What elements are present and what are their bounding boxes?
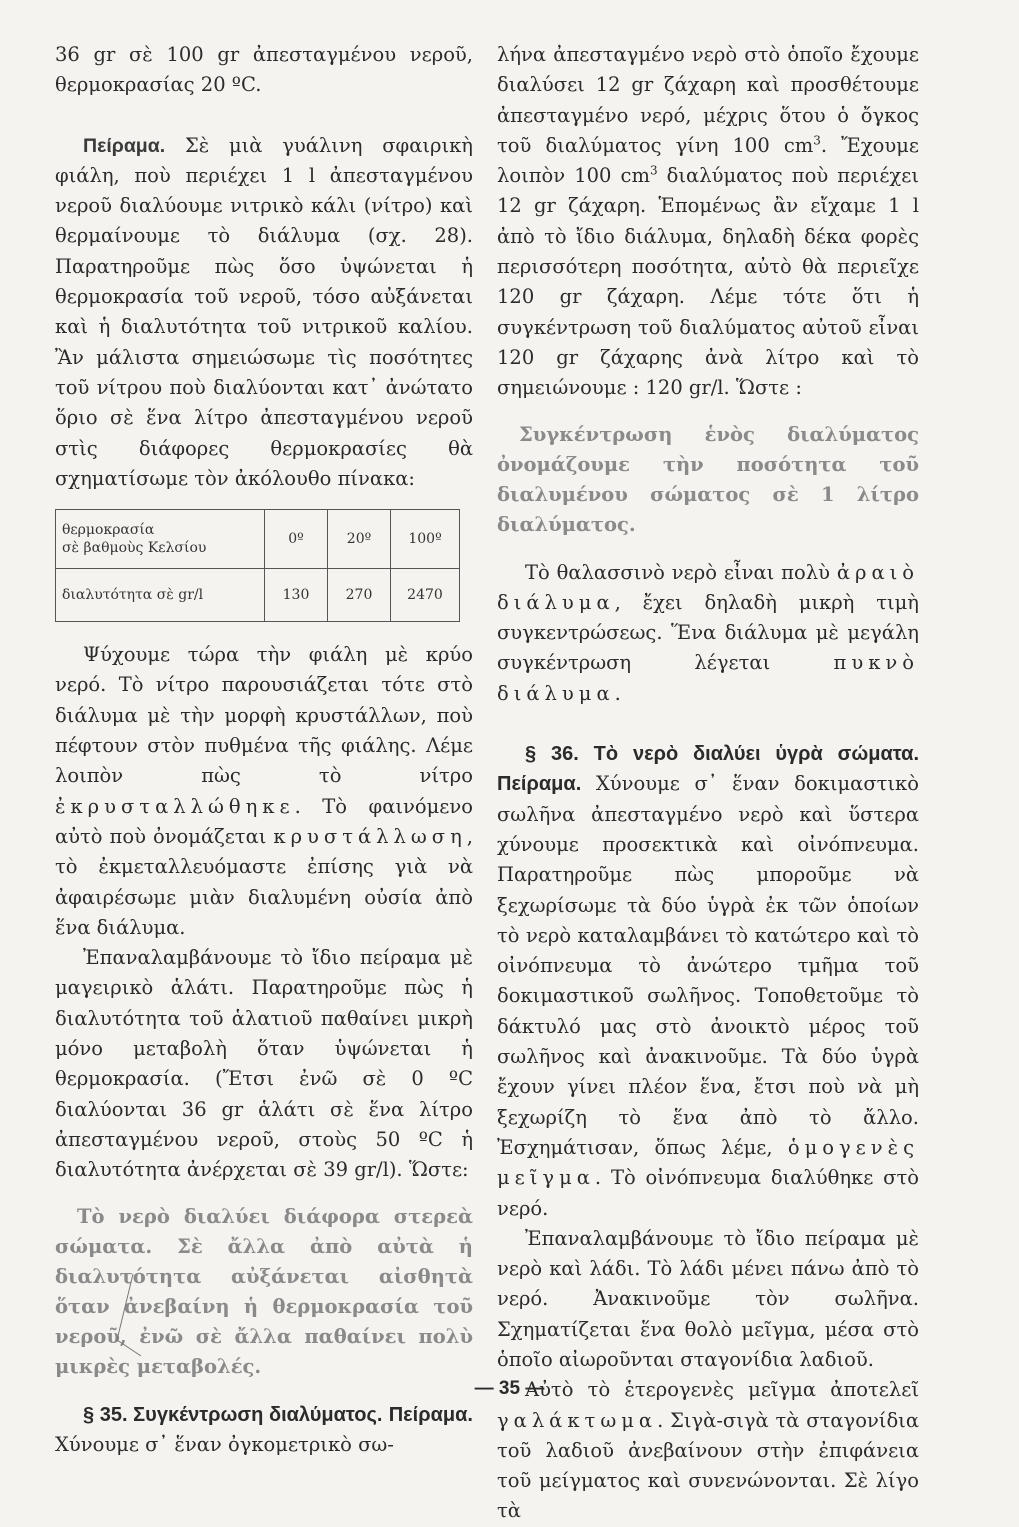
right-column [497, 40, 919, 1527]
experiment-label: Πείραμα. [497, 773, 582, 796]
section-heading: § 36. Τὸ νερὸ διαλύει ὑγρὰ σώματα. [525, 743, 919, 766]
section-36: § 36. Τὸ νερὸ διαλύει ὑγρὰ σώματα. Πείραμα. Χύνουμε σ᾽ ἕναν δοκιμαστικὸ σωλῆνα ἀπεσταγμένο νερὸ καὶ ὕστερα χύνουμε προσεκτικὰ καὶ οἰνόπνευμα. Παρατηροῦμε πὼς μποροῦμε νὰ ξεχωρίσωμε τὰ δύο ὑγρὰ ἐκ τῶν ὁποίων τὸ νερὸ καταλαμβάνει τὸ κατώτερο καὶ τὸ οἰνόπνευμα τὸ ἀνώτερο τμῆμα τοῦ δοκιμαστικοῦ σωλῆνος. Τοποθετοῦμε τὸ δάκτυλό μας στὸ ἀνοικτὸ μέρος τοῦ σωλῆνος καὶ ἀνακινοῦμε. Τὰ δύο ὑγρὰ ἔχουν γίνει πλέον ἕνα, ἔτσι ποὺ νὰ μὴ ξεχωρίζη τὸ ἕνα ἀπὸ τὸ ἄλλο. Ἐσχημάτισαν, ὅπως λέμε, ὁμογενὲς μεῖγμα. Τὸ οἰνόπνευμα διαλύθηκε στὸ νερό. [497, 743, 919, 1220]
emphasized-term: ἀραιὸ διάλυμα [497, 560, 919, 614]
emphasized-term: ἐκρυσταλλώθηκε [55, 794, 295, 818]
table-header-cell: διαλυτότητα σὲ gr/l [56, 569, 265, 622]
emphasized-term: ὁμογενὲς μεῖγμα [497, 1135, 919, 1190]
experiment-label: Πείραμα. [388, 1403, 473, 1426]
paragraph: Ἐπαναλαμβάνουμε τὸ ἴδιο πείραμα μὲ μαγειρικὸ ἁλάτι. Παρατηροῦμε πὼς ἡ διαλυτότητα τοῦ ἁλατιοῦ παθαίνει μικρὴ μόνο μεταβολὴ ὅταν ὑψώνεται ἡ θερμοκρασία. (Ἔτσι ἐνῶ σὲ 0 ºC διαλύονται 36 gr ἁλάτι σὲ ἕνα λίτρο ἀπεσταγμένου νεροῦ, στοὺς 50 ºC ἡ διαλυτότητα ἀνέρχεται σὲ 39 gr/l). Ὥστε: [55, 946, 473, 1182]
paragraph-text: Σὲ μιὰ γυάλινη σφαιρικὴ φιάλη, ποὺ περιέχει 1 l ἀπεσταγμένου νεροῦ διαλύουμε νιτρικὸ κάλι (νίτρο) καὶ θερμαίνουμε τὸ διάλυμα (σχ. 28). Παρατηροῦμε πὼς ὅσο ὑψώνεται ἡ θερμοκρασία τοῦ νεροῦ, τόσο αὐξάνεται καὶ ἡ διαλυτότητα τοῦ νιτρικοῦ καλίου. Ἂν μάλιστα σημειώσωμε τὶς ποσότητες τοῦ νίτρου ποὺ διαλύονται κατ᾽ ἀνώτατο ὅριο σὲ ἕνα λίτρο ἀπεσταγμένου νεροῦ στὶς διάφορες θερμοκρασίες θὰ σχηματίσωμε τὸν ἀκόλουθο πίνακα: [55, 133, 473, 490]
paragraph: Ἐπαναλαμβάνουμε τὸ ἴδιο πείραμα μὲ νερὸ καὶ λάδι. Τὸ λάδι μένει πάνω ἀπὸ τὸ νερό. Ἀνακινοῦμε τὸν σωλῆνα. Σχηματίζεται ἕνα θολὸ μεῖγμα, μέσα στὸ ὁποῖο αἰωροῦνται σταγονίδια λαδιοῦ. [497, 1226, 919, 1371]
experiment-paragraph [55, 131, 473, 495]
table-header-cell: θερμοκρασία σὲ βαθμοὺς Κελσίου [56, 510, 265, 569]
section-heading: § 35. Συγκέντρωση διαλύματος. [83, 1403, 383, 1426]
table-cell: 2470 [391, 569, 460, 622]
pencil-mark [105, 1270, 145, 1360]
emphasized-term: κρυστάλλωση [273, 824, 467, 848]
table-row [56, 569, 460, 622]
paragraph: Ψύχουμε τώρα τὴν φιάλη μὲ κρύο νερό. Τὸ νίτρο παρουσιάζεται τότε στὸ διάλυμα μὲ τὴν μορφὴ κρυστάλλων, ποὺ πέφτουν στὸν πυθμένα τῆς φιάλης. Λέμε λοιπὸν πὼς τὸ νίτρο ἐκρυσταλλώθηκε. Τὸ φαινόμενο αὐτὸ ποὺ ὀνομάζεται κρυστάλλωση, τὸ ἐκμεταλλευόμαστε ἐπίσης γιὰ νὰ ἀφαιρέσωμε μιὰν διαλυμένη οὐσία ἀπὸ ἕνα διάλυμα. [55, 643, 473, 939]
paragraph: 36 gr σὲ 100 gr ἀπεσταγμένου νεροῦ, θερμοκρασίας 20 ºC. [55, 43, 473, 97]
table-cell: 20º [328, 510, 391, 569]
section-35: § 35. Συγκέντρωση διαλύματος. Πείραμα. Χύνουμε σ᾽ ἕναν ὀγκομετρικὸ σω- [55, 1403, 473, 1456]
emphasized-term: πυκνὸ διάλυμα [497, 651, 919, 705]
page-number: — 35 — [474, 1378, 545, 1399]
table-cell: 130 [265, 569, 328, 622]
solubility-table [55, 509, 460, 622]
paragraph: Τὸ θαλασσινὸ νερὸ εἶναι πολὺ ἀραιὸ διάλυμα, ἔχει δηλαδὴ μικρὴ τιμὴ συγκεντρώσεως. Ἕνα διάλυμα μὲ μεγάλη συγκέντρωση λέγεται πυκνὸ διάλυμα. [497, 560, 919, 705]
paragraph: λήνα ἀπεσταγμένο νερὸ στὸ ὁποῖο ἔχουμε διαλύσει 12 gr ζάχαρη καὶ προσθέτουμε ἀπεσταγμένο νερό, μέχρις ὅτου ὁ ὄγκος τοῦ διαλύματος γίνη 100 $cm^3$. Ἔχουμε λοιπὸν 100 $cm^3$ διαλύματος ποὺ περιέχει 12 gr ζάχαρη. Ἑπομένως ἂν εἴχαμε 1 l ἀπὸ τὸ ἴδιο διάλυμα, δηλαδὴ δέκα φορὲς περισσότερη ποσότητα, αὐτὸ θὰ περιεῖχε 120 gr ζάχαρη. Λέμε τότε ὅτι ἡ συγκέντρωση τοῦ διαλύματος αὐτοῦ εἶναι 120 gr ζάχαρης ἀνὰ λίτρο καὶ τὸ σημειώνουμε : 120 gr/l. Ὥστε : [497, 43, 920, 400]
rule-statement: Τὸ νερὸ διαλύει διάφορα στερεὰ σώματα. Σὲ ἄλλα ἀπὸ αὐτὰ ἡ διαλυτότητα αὐξάνεται αἰσθητὰ ὅταν ἀνεβαίνη ἡ θερμοκρασία τοῦ νεροῦ, ἐνῶ σὲ ἄλλα παθαίνει πολὺ μικρὲς μεταβολές. [55, 1204, 473, 1378]
table-cell: 0º [265, 510, 328, 569]
table-cell: 100º [391, 510, 460, 569]
paragraph: Αὐτὸ τὸ ἑτερογενὲς μεῖγμα ἀποτελεῖ γαλάκτωμα. Σιγὰ-σιγὰ τὰ σταγονίδια τοῦ λαδιοῦ ἀνεβαίνουν στὴν ἐπιφάνεια τοῦ μείγματος καὶ συνενώνονται. Σὲ λίγο τὰ [497, 1378, 919, 1523]
experiment-label: Πείραμα. [83, 134, 166, 157]
table-row [56, 510, 460, 569]
emphasized-term: γαλάκτωμα [497, 1408, 658, 1432]
rule-statement: Συγκέντρωση ἑνὸς διαλύματος ὀνομάζουμε τὴν ποσότητα τοῦ διαλυμένου σώματος σὲ 1 λίτρο διαλύματος. [497, 422, 919, 536]
table-cell: 270 [328, 569, 391, 622]
left-column [55, 40, 473, 1460]
